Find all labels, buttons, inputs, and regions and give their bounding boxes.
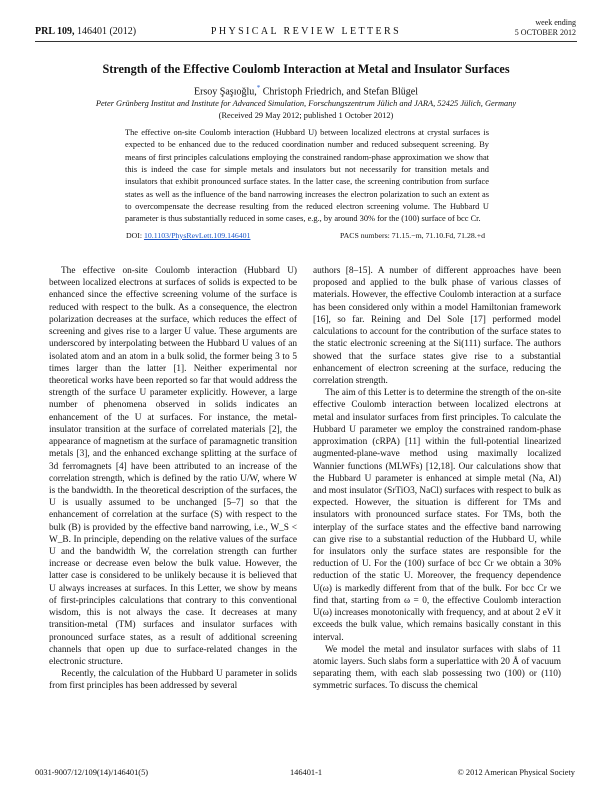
journal-name: PHYSICAL REVIEW LETTERS	[210, 26, 402, 37]
pacs-numbers: PACS numbers: 71.15.−m, 71.10.Fd, 71.28.+d	[340, 231, 485, 240]
journal-reference: PRL 109, 146401 (2012)	[35, 26, 137, 37]
paragraph: authors [8–15]. A number of different approaches have been proposed and applied to the bulk phase of various classes of materials. However, the effective Coulomb interaction at a surface has been considered only within a model Hamiltonian framework [16], so far. Reining and Del Sole [17] performed model calculations to account for the contribution of the surface states to the static electronic screening at the Si(111) surface. The authors showed that the surface states give rise to a substantial enhancement of electron screening at the surface, reducing the correlation strength.	[313, 266, 561, 386]
affiliation: Peter Grünberg Institut and Institute for Advanced Simulation, Forschungszentrum Jülich and JARA, 52425 Jülich, Germany	[95, 99, 517, 108]
abstract: The effective on-site Coulomb interaction (Hubbard U) between localized electrons at crystal surfaces is expected to be enhanced due to the reduced coordination number and reduced subsequent screening. By means of first principles calculations employing the constrained random-phase approximation we show that this is indeed the case for simple metals and insulators but not necessarily for transition metals and insulators that exhibit pronounced surface states. In the latter case, the screening contribution from surface states as well as the influence of the band narrowing increases the electron polarization to such an extent as to overcompensate the decrease resulting from the reduced electron screening volume. The Hubbard U parameter is thus substantially reduced in some cases, e.g., by around 30% for the (100) surface of bcc Cr.	[125, 128, 489, 224]
received-dates: (Received 29 May 2012; published 1 October 2012)	[218, 111, 394, 120]
body-column-left	[49, 265, 297, 693]
footer-page-number: 146401-1	[289, 768, 323, 777]
doi-link[interactable]: 10.1103/PhysRevLett.109.146401	[143, 231, 251, 240]
paper-title: Strength of the Effective Coulomb Interaction at Metal and Insulator Surfaces	[102, 62, 510, 76]
week-ending	[515, 18, 576, 38]
week-ending-label: week ending	[535, 18, 576, 27]
paragraph: We model the metal and insulator surfaces with slabs of 11 atomic layers. Such slabs form a superlattice with 20 Å of vacuum separating them, with each slab possessing two (100) or (110) symmetric surfaces. To discuss the chemical	[313, 644, 561, 692]
paragraph: Recently, the calculation of the Hubbard U parameter in solids from first principles has been addressed by several	[49, 669, 297, 692]
week-ending-date: 5 OCTOBER 2012	[514, 28, 576, 37]
paragraph: The aim of this Letter is to determine the strength of the on-site effective Coulomb interaction between localized electrons at metal and insulator surfaces from first principles. To calculate the Hubbard U parameter we employ the constrained random-phase approximation (cRPA) [11] within the full-potential linearized augmented-plane-wave method using maximally localized Wannier functions (MLWFs) [12,18]. Our calculations show that the Hubbard U parameter is enhanced at simple metal (Na, Al) and most insulator (SrTiO3, NaCl) surfaces with respect to bulk as expected. However, the situation is different for TMs and insulators with pronounced surface states. For TMs, both the interplay of the surface states and the effective band narrowing can give rise to a substantial reduction of the Hubbard U, while for insulators only the surface states are responsible for the reduction of U. For the (100) surface of bcc Cr we obtain a 30% reduction of the static U. Moreover, the frequency dependence U(ω) is markedly different from that of the bulk. For bcc Cr we find that, starting from ω = 0, the effective Coulomb interaction U(ω) increases monotonically with frequency, and at about 2 eV it exceeds the bulk value, which remains basically constant in this interval.	[313, 388, 561, 643]
doi: DOI: 10.1103/PhysRevLett.109.146401	[126, 231, 251, 240]
author-footnote-link[interactable]: *	[256, 84, 261, 92]
paragraph: The effective on-site Coulomb interaction (Hubbard U) between localized electrons at surfaces of solids is expected to be enhanced since the effective screening volume of the surface is reduced with respect to the bulk. As a consequence, the electron polarization decreases at the surface, which reduces the effect of screening and gives rise to a larger U value. These arguments are underscored by interpolating between the Hubbard U values of an isolated atom and an atom in a bulk solid, the former being 3 to 5 times larger than the latter [1]. Neither experimental nor theoretical works have been reported so far that would address the strength of the surface U parameter explicitly. However, a large number of phenomena observed in solids indicates an enhancement of the U at surfaces. For instance, the metal-insulator transition at the surface of correlated materials [2], the appearance of magnetism at the surface of paramagnetic transition metals [3], and the enhanced exchange splitting at the surface of 3d ferromagnets [4] have been attributed to an increase of the correlation strength, which is defined by the ratio U/W, where W is the bandwidth. In the theoretical description of the surfaces, the U is usually assumed to be unchanged [5–7] so that the enhancement of correlation at the surface (S) with respect to the bulk (B) is provided by the effective band narrowing, i.e., W_S < W_B. In principle, depending on the relative values of the surface U and the bandwidth W, the correlation strength can further increase or decrease even below the bulk value. However, the latter case is considered to be unlikely because it is believed that U always increases at surfaces. In this Letter, we show by means of first-principles calculations that contrary to this conventional wisdom, this is not always the case. It decreases at many transition-metal (TM) surfaces and insulator surfaces with pronounced surface states, as a result of additional screening channels that open up due to surface-related changes in the electronic structure.	[49, 266, 297, 667]
footer-code: 0031-9007/12/109(14)/146401(5)	[35, 768, 149, 777]
author-rest: Christoph Friedrich, and Stefan Blügel	[262, 86, 419, 98]
author-list	[0, 84, 612, 97]
author-first: Ersoy Şaşıoğlu,	[193, 86, 257, 98]
footer-copyright: © 2012 American Physical Society	[457, 768, 575, 777]
header-rule	[35, 41, 577, 42]
body-column-right	[313, 265, 561, 693]
